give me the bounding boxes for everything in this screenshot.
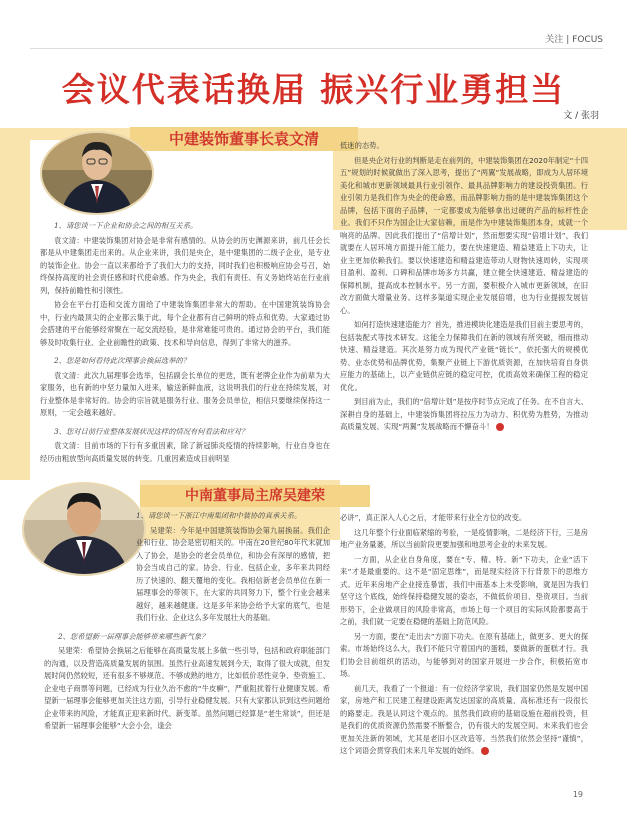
answer-paragraph: 吴建荣：今年是中国建筑装饰协会第九届换届。我们企业和行业、协会是密切相关的。中南在20世纪80年代末就加入了协会，是协会的老会员单位，和协会有深厚的感情，把协会当成自己的家。协会、行业、包括企业，多年来共同经历了快速的、翻天覆地的变化。我相信新老会员单位在新一届理事会的带领下，在大家的共同努力下，整个行业会越来越好，越来越健康。这是多年来协会给予大家的底气，也是我们行业、企业这么多年发展壮大的基础。 xyxy=(136,525,330,622)
answer-paragraph: 袁文清：目前市场的下行有多重因素，除了新冠肺炎疫情的持续影响，行业自身也在经历由粗放型向高质量发展的转变。几重因素造成目前明显 xyxy=(40,441,330,463)
interviewee-heading-2: 中南董事局主席吴建荣 xyxy=(140,485,370,507)
end-mark-icon: ■ xyxy=(481,747,489,755)
answer-paragraph: 袁文清：此次九届理事会选举，包括副会长单位的更迭，既有老牌企业作为前辈为大家服务，也有新的中坚力量加入进来，输送新鲜血液，这说明我们的行业在持续发展，对行业整体是非常好的。协会的宗旨就是服务行业、服务会员单位，相信只要继续保持这一原则，一定会越来越好。 xyxy=(40,370,330,417)
background-band-left xyxy=(0,140,30,480)
page-number: 19 xyxy=(572,790,583,799)
answer-paragraph: 这几年整个行业面临紧缩的考验，一是疫情影响，二是经济下行，三是房地产业务量萎，所以当前阶段更要加强和地思考企业的未来发展。 xyxy=(340,527,588,549)
answer-paragraph: 如何打造快速建造能力？首先，推进模块化建造是我们目前主要思考的，包括装配式等技术研发。这能全力保障我们在新的领域有所突破，细而推动快速、精益建造。其次是努力成为现代产业链“链长”，依托强大的规模优势、业态优势和品牌优势，集聚产业链上下游优质资源，在加快培育自身供应能力的基础上，以产业链供应链的稳定可控，优质高效来确保工程的稳定优化。 xyxy=(340,320,588,392)
closing-text: 前几天，我看了一个报道：有一位经济学家说，我们国家仍然是发展中国家，房地产和工民建工程建设距离发达国家的高质量、高标准还有一段很长的路要走。我是认同这个观点的。虽然我们政府的基础设施在超前投资，但是我们的优质资源仍然需要不断整合，仍有很大的发展空间。未来我们也会更加关注新的领域，尤其是老旧小区改造等。当然我们依然会坚持“谨慎”，这个词语会贯穿我们未来几年发展的始终。 xyxy=(340,683,588,755)
interviewee-heading-1: 中建装饰董事长袁文清 xyxy=(130,127,358,151)
interview1-column-right xyxy=(340,140,588,436)
answer-paragraph: 但是央企对行业的判断是走在前列的，中建装饰集团在2020年制定“十四五”规划的时候就做出了深入思考，提出了“两翼”发展战略，即成为人居环境美化和城市更新领域最具行业引领作、最具品牌影响力的建设投资集团。行业引领力是我们作为央企的使命感，而品牌影响力指的是中建装饰集团这个品牌，包括下面的子品牌，一定都要成为能够拿出过硬的产品的标杆性企业。我们不只作为国企让大家信赖，而是作为中建装饰集团本身，成就一个响亮的品牌。因此我们提出了“倍增计划”，然而想要实现“倍增计划”，我们就要在人居环境方面提升能工能力，要在快速建造、精益建造上下功夫，让业主更加依赖我们。要以快速建造和精益建造带动人财物快速周转，实现项目盈利、盈利、口碑和品牌市场多方共赢，建立健全快速建造、精益建造的保障机制，提高成本控制水平。另一方面，要积极介入城市更新领域，在旧改方面做大增量业务。这样多渠道实现企业发展倍增，也为行业提振发展信心。 xyxy=(340,155,588,315)
answer-paragraph: 低迷的态势。 xyxy=(340,141,384,150)
answer-paragraph: 一方面，从企业自身角度，要在“专、精、特、新”下功夫，企业“活下来”才是最重要的。这不是“固定思维”，而是现实经济下行背景下的思维方式。近年来房地产企业接连暴雷，我们中南基本上未受影响，就是因为我们坚守这个底线，始终保持稳健发展的姿态，不做低价项目、垫资项目。当前形势下，企业做项目的风险非常高，市场上每一个项目的实际风险都要高于之前，我们就一定要在稳健的基础上防范风险。 xyxy=(340,554,588,626)
article-title: 会议代表话换届 振兴行业勇担当 xyxy=(61,70,566,109)
answer-paragraph: 吴建荣：希望协会换届之后能够在高质量发展上多做一些引导，包括和政府职能部门的沟通，以及营造高质量发展的氛围。虽然行业高速发展到今天，取得了很大成就，但发展时间仍然较短，还有很多不够规范、不够成熟的地方，比如低价恶性竞争、垫资施工、企业电子商票等问题，已经成为行业久治不愈的“牛皮癣”，严重阻扰着行业健康发展。希望新一届理事会能够更加关注这方面，引导行业稳健发展。只有大家都认识到这些问题给企业带来的风险，才能真正迎来新时代、新变革。虽然问题已经算是“老生常谈”，但还是希望新一届理事会能够“大会小会，逢会 xyxy=(44,646,330,730)
interview1-column-left xyxy=(40,220,330,467)
question-2: 2、您是如何看待此次理事会换届选举的？ xyxy=(54,356,190,365)
interview2-column-right xyxy=(340,512,588,760)
answer-paragraph: 必讲”，真正深入人心之后，才能带来行业全方位的改变。 xyxy=(340,513,527,522)
byline: 文 / 张羽 xyxy=(563,111,599,121)
closing-text: 到目前为止，我们的“倍增计划”是按序时节点完成了任务。在不自言大、深耕自身的基础上，中建装饰集团将拉压力为动力、积优势为胜势，为推动高质量发展、实现“两翼”发展战略而不懈奋斗！ xyxy=(340,397,588,431)
header-rule xyxy=(30,48,603,49)
answer-paragraph xyxy=(340,683,588,758)
question-2: 2、您希望新一届理事会能够带来哪些新气象？ xyxy=(58,631,209,641)
interview2-column-left xyxy=(44,510,330,735)
section-label: 关注 | FOCUS xyxy=(545,35,603,45)
question-1: 1、请您谈一下浙江中南集团和中装协的真承关系。 xyxy=(136,511,302,520)
end-mark-icon: ■ xyxy=(496,423,504,431)
question-1: 1、请您谈一下企业和协会之间的相互关系。 xyxy=(54,221,198,230)
answer-paragraph: 另一方面，要在“走出去”方面下功夫。在原有基础上，做更多、更大的探索。市场始终这么大，我们不能只守着国内的蛋糕，要做新的蛋糕才行。我们协会目前组织的活动，与能够到对的国家开展进一步合作，积极拓宽市场。 xyxy=(340,631,588,678)
answer-paragraph: 袁文清：中建装饰集团对协会是非常有感情的。从协会的历史渊源来讲，前几任会长都是从中建集团走出来的。从企业来讲，我们是央企，是中建集团的二级子企业，是专业的装饰企业。协会一直以来都给予了我们大力的支持，同时我们也积极响应协会号召，始终保持高度的社会责任感和时代使命感。作为央企，我们有责任、有义务始终站在行业前列，保持前瞻性和引领性。 xyxy=(40,235,330,295)
answer-paragraph: 协会在平台打造和交流方面给了中建装饰集团非常大的帮助。在中国建筑装饰协会中，行业内最顶尖的企业都云集于此，每个企业都有自己鲜明的特点和优势。大家通过协会搭建的平台能够经常聚在一起交流经验，是非常难能可贵的。通过协会的平台，我们能够及时收集行业、企业前瞻性的政策、技术和导向信息，得到了非常大的滋养。 xyxy=(40,300,330,347)
answer-paragraph xyxy=(340,396,588,434)
portrait-photo-1 xyxy=(38,130,156,216)
question-3: 3、您对目前行业整体发展状况这样的情况有何看法和应对？ xyxy=(54,426,249,436)
